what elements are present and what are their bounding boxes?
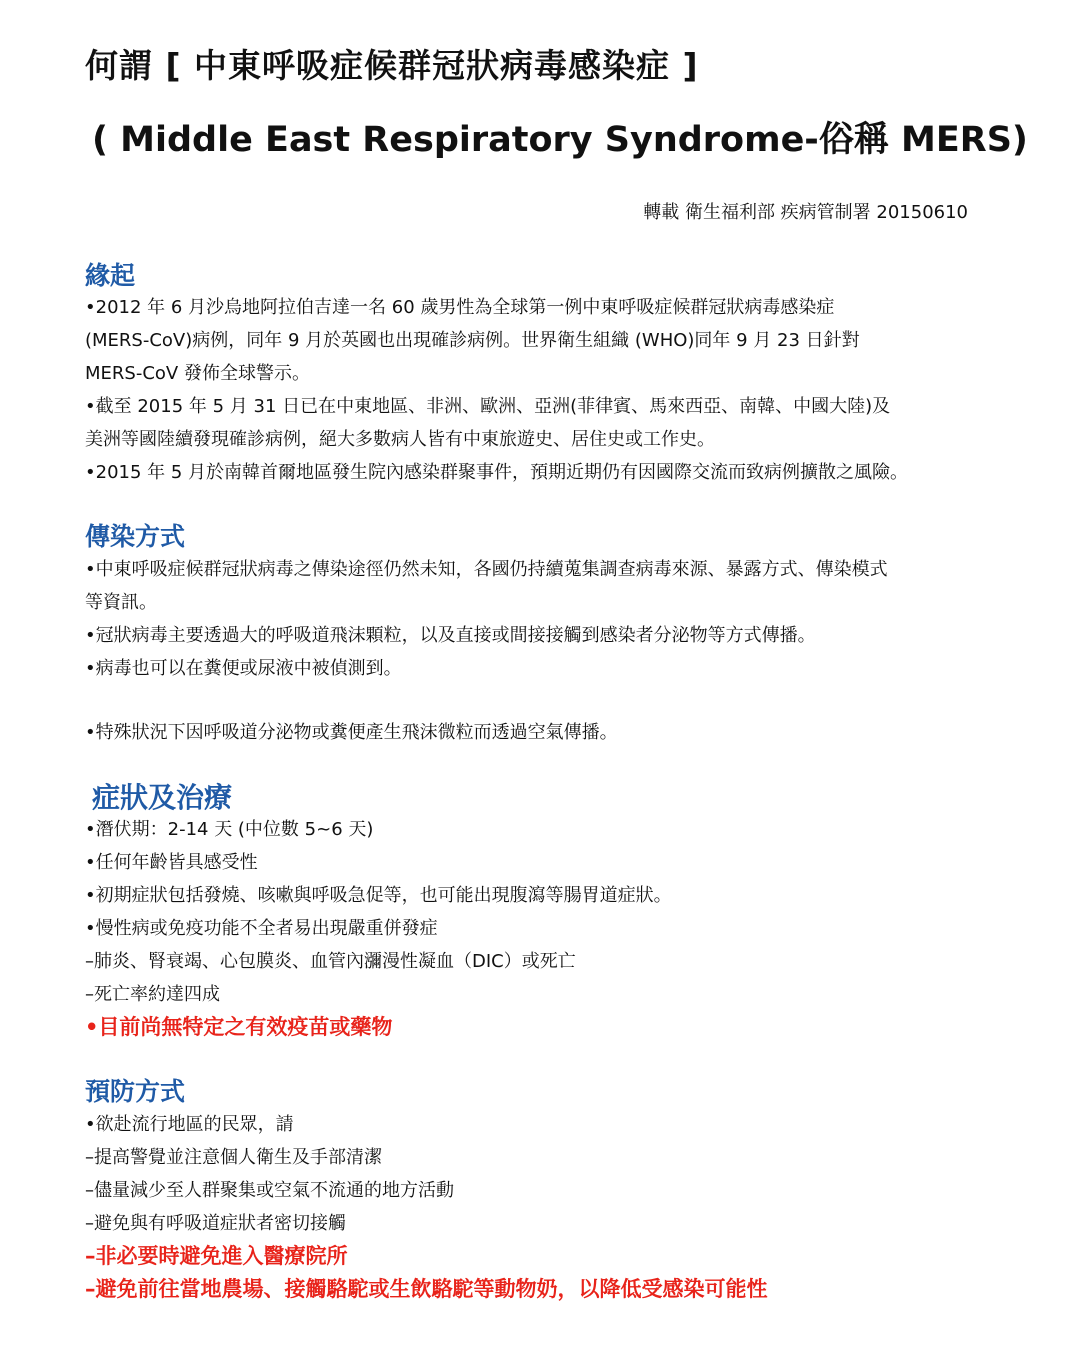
section-heading-symptoms: 症狀及治療	[92, 781, 233, 814]
section-heading-prevention: 預防方式	[85, 1077, 186, 1106]
text-line: –提高警覺並注意個人衛生及手部清潔	[85, 1147, 382, 1168]
text-line: 等資訊。	[85, 592, 157, 613]
text-line: MERS-CoV 發佈全球警示。	[85, 363, 310, 384]
text-line: (MERS-CoV)病例，同年 9 月於英國也出現確診病例。世界衛生組織 (WHO)同年 9 月 23 日針對	[85, 330, 860, 351]
section-body-prevention	[85, 1108, 1015, 1306]
page-title: 何謂 [ 中東呼吸症候群冠狀病毒感染症 ]	[85, 46, 699, 85]
text-line: •2015 年 5 月於南韓首爾地區發生院內感染群聚事件，預期近期仍有因國際交流而致病例擴散之風險。	[85, 462, 909, 483]
text-line: –避免與有呼吸道症狀者密切接觸	[85, 1213, 346, 1234]
section-body-symptoms	[85, 813, 1015, 1044]
text-line: •潛伏期：2-14 天 (中位數 5~6 天)	[85, 819, 374, 840]
text-line: –儘量減少至人群聚集或空氣不流通的地方活動	[85, 1180, 454, 1201]
text-line: –死亡率約達四成	[85, 984, 220, 1005]
text-line: 美洲等國陸續發現確診病例，絕大多數病人皆有中東旅遊史、居住史或工作史。	[85, 429, 715, 450]
section-heading-transmission: 傳染方式	[85, 522, 186, 551]
text-line: •2012 年 6 月沙烏地阿拉伯吉達一名 60 歲男性為全球第一例中東呼吸症候群冠狀病毒感染症	[85, 297, 835, 318]
text-line: •病毒也可以在糞便或尿液中被偵測到。	[85, 658, 402, 679]
warning-line: –避免前往當地農場、接觸駱駝或生飲駱駝等動物奶，以降低受感染可能性	[85, 1277, 768, 1301]
text-line: •任何年齡皆具感受性	[85, 852, 258, 873]
warning-line: •目前尚無特定之有效疫苗或藥物	[85, 1015, 393, 1039]
section-body-transmission-extra	[85, 716, 1015, 749]
source-note: 轉載 衛生福利部 疾病管制署 20150610	[643, 202, 968, 223]
text-line: •特殊狀況下因呼吸道分泌物或糞便產生飛沫微粒而透過空氣傳播。	[85, 722, 618, 743]
section-heading-origin: 緣起	[85, 261, 136, 290]
text-line: –肺炎、腎衰竭、心包膜炎、血管內瀰漫性凝血（DIC）或死亡	[85, 951, 576, 972]
section-body-transmission	[85, 553, 1015, 685]
text-line: •欲赴流行地區的民眾，請	[85, 1114, 294, 1135]
text-line: •冠狀病毒主要透過大的呼吸道飛沫顆粒，以及直接或間接接觸到感染者分泌物等方式傳播。	[85, 625, 816, 646]
page-subtitle: ( Middle East Respiratory Syndrome-俗稱 MERS)	[92, 120, 1028, 160]
text-line: •初期症狀包括發燒、咳嗽與呼吸急促等，也可能出現腹瀉等腸胃道症狀。	[85, 885, 672, 906]
warning-line: –非必要時避免進入醫療院所	[85, 1244, 348, 1268]
section-body-origin	[85, 291, 1015, 489]
text-line: •中東呼吸症候群冠狀病毒之傳染途徑仍然未知，各國仍持續蒐集調查病毒來源、暴露方式、傳染模式	[85, 559, 888, 580]
text-line: •慢性病或免疫功能不全者易出現嚴重併發症	[85, 918, 438, 939]
text-line: •截至 2015 年 5 月 31 日已在中東地區、非洲、歐洲、亞洲(菲律賓、馬來西亞、南韓、中國大陸)及	[85, 396, 891, 417]
